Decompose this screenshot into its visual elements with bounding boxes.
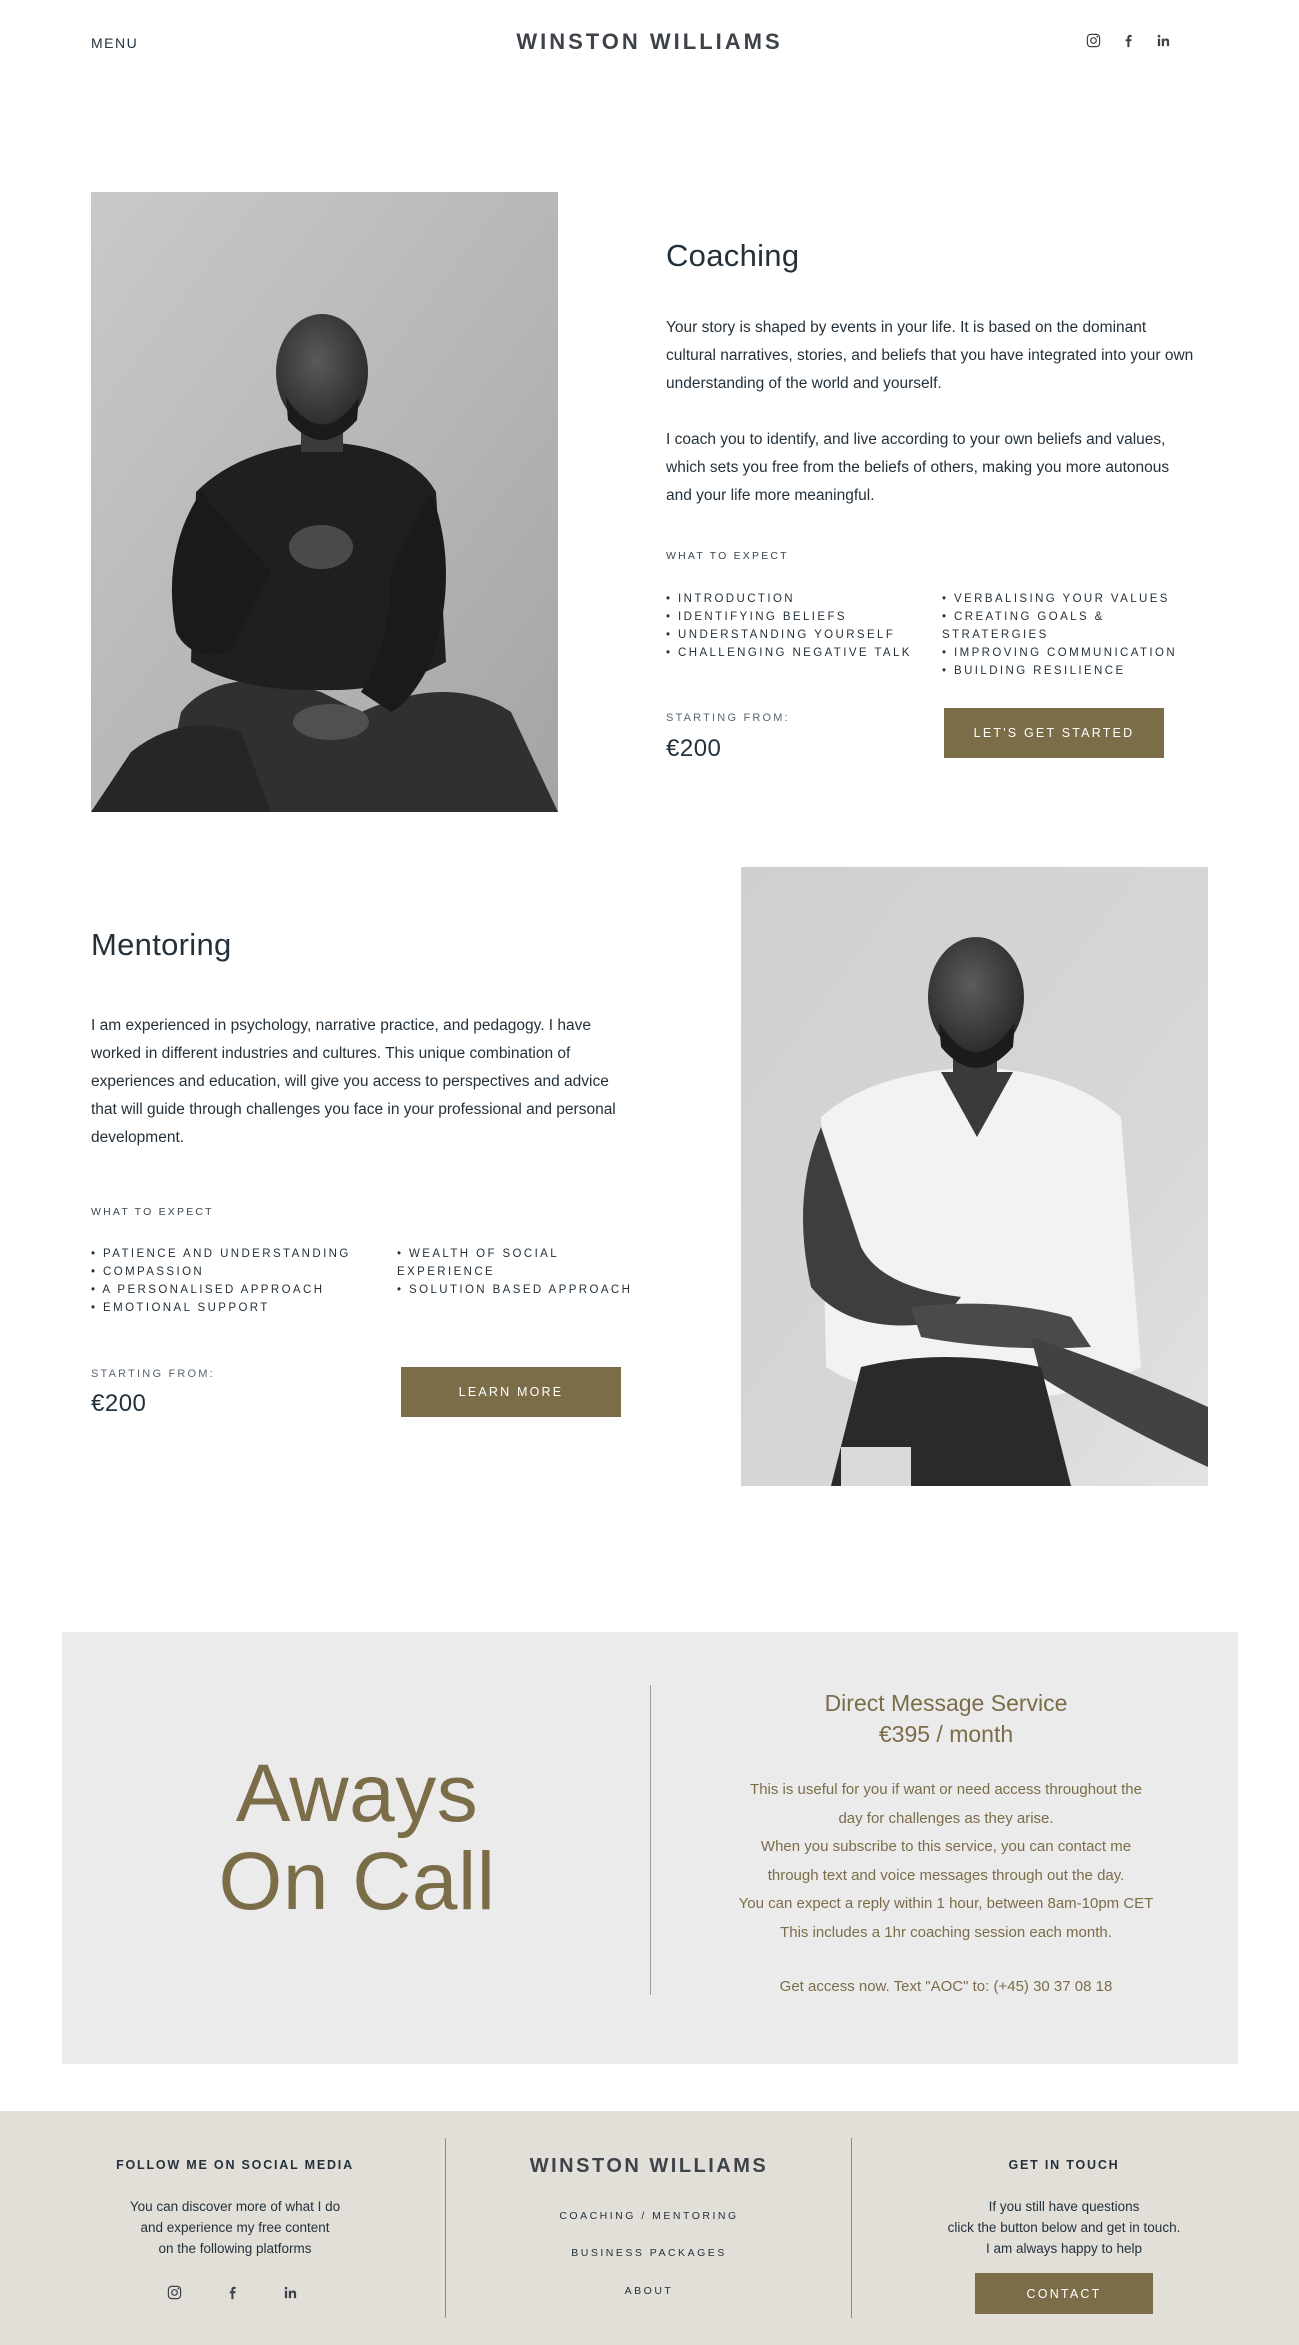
coaching-paragraph-2: I coach you to identify, and live according to your own beliefs and values, which sets you free from the beliefs of others, making you more autonous and your life more meaningful. — [666, 431, 1170, 504]
on-call-heading — [62, 1750, 652, 1926]
list-item: • A PERSONALISED APPROACH — [91, 1281, 391, 1299]
dm-cta-text: Get access now. Text "AOC" to: (+45) 30 37 08 18 — [779, 1978, 1113, 1995]
coaching-expect-list-right — [942, 590, 1212, 680]
lets-get-started-button[interactable]: LET'S GET STARTED — [944, 708, 1164, 758]
footer-social-text — [40, 2196, 430, 2259]
footer-social-heading: FOLLOW ME ON SOCIAL MEDIA — [116, 2158, 354, 2172]
facebook-icon[interactable] — [223, 2283, 241, 2301]
coaching-from-label: STARTING FROM: — [666, 712, 790, 724]
list-item: • PATIENCE AND UNDERSTANDING — [91, 1245, 391, 1263]
linkedin-icon[interactable] — [281, 2283, 299, 2301]
coaching-paragraph-1: Your story is shaped by events in your life. It is based on the dominant cultural narratives, stories, and beliefs that you have integrated into your own understanding of the world and yourself. — [666, 319, 1194, 392]
footer-social-links — [165, 2283, 299, 2301]
coaching-price: €200 — [666, 735, 722, 762]
mentoring-price: €200 — [91, 1390, 147, 1417]
dm-description-line: When you subscribe to this service, you can contact me — [760, 1838, 1132, 1855]
list-item: • BUILDING RESILIENCE — [942, 662, 1212, 680]
contact-button[interactable]: CONTACT — [975, 2273, 1153, 2314]
dm-service-price: €395 / month — [878, 1721, 1014, 1747]
mentoring-title: Mentoring — [91, 927, 232, 962]
dm-description-line: day for challenges as they arise. — [838, 1809, 1054, 1827]
footer-contact-text-line: If you still have questions — [988, 2199, 1140, 2214]
header-social-links — [1085, 32, 1172, 49]
footer-contact-text — [860, 2196, 1268, 2259]
mentoring-portrait-photo — [741, 867, 1208, 1486]
brand-logo-link[interactable]: WINSTON WILLIAMS — [516, 29, 783, 54]
footer-link-about[interactable]: ABOUT — [624, 2285, 674, 2297]
menu-button[interactable]: MENU — [91, 35, 139, 51]
list-item: • SOLUTION BASED APPROACH — [397, 1281, 657, 1299]
list-item: • IDENTIFYING BELIEFS — [666, 608, 936, 626]
on-call-heading-line-2: On Call — [218, 1836, 496, 1927]
list-item: • EMOTIONAL SUPPORT — [91, 1299, 391, 1317]
list-item: • WEALTH OF SOCIAL EXPERIENCE — [397, 1245, 657, 1281]
coaching-title: Coaching — [666, 238, 800, 273]
footer-contact-text-line: I am always happy to help — [985, 2241, 1143, 2256]
linkedin-icon[interactable] — [1155, 32, 1172, 49]
footer-contact-text-line: click the button below and get in touch. — [947, 2220, 1181, 2235]
instagram-icon[interactable] — [1085, 32, 1102, 49]
coaching-expect-list-left — [666, 590, 936, 662]
mentoring-expect-label: WHAT TO EXPECT — [91, 1206, 214, 1218]
on-call-heading-line-1: Aways — [235, 1748, 479, 1839]
list-item: • CREATING GOALS & STRATERGIES — [942, 608, 1212, 644]
dm-service-title: Direct Message Service — [824, 1690, 1068, 1716]
list-item: • UNDERSTANDING YOURSELF — [666, 626, 936, 644]
list-item: • IMPROVING COMMUNICATION — [942, 644, 1212, 662]
mentoring-expect-list-right — [397, 1245, 657, 1299]
footer-brand[interactable]: WINSTON WILLIAMS — [529, 2155, 769, 2177]
coaching-expect-label: WHAT TO EXPECT — [666, 550, 789, 562]
list-item: • CHALLENGING NEGATIVE TALK — [666, 644, 936, 662]
list-item: • COMPASSION — [91, 1263, 391, 1281]
dm-description-line: This includes a 1hr coaching session each month. — [780, 1923, 1112, 1941]
footer-social-text-line: You can discover more of what I do — [129, 2199, 341, 2214]
footer-link-coaching-mentoring[interactable]: COACHING / MENTORING — [559, 2210, 739, 2222]
dm-description-line: through text and voice messages through out the day. — [767, 1866, 1125, 1884]
dm-description-line: You can expect a reply within 1 hour, between 8am-10pm CET — [738, 1895, 1154, 1912]
dm-description — [650, 1776, 1242, 1947]
instagram-icon[interactable] — [165, 2283, 183, 2301]
mentoring-from-label: STARTING FROM: — [91, 1368, 215, 1380]
site-header — [0, 0, 1299, 86]
mentoring-paragraph: I am experienced in psychology, narrative practice, and pedagogy. I have worked in different industries and cultures. This unique combination of experiences and education, will give you access to perspectives and advice that will guide through challenges you face in your professional and personal development. — [91, 1017, 616, 1146]
list-item: • VERBALISING YOUR VALUES — [942, 590, 1212, 608]
mentoring-expect-list-left — [91, 1245, 391, 1317]
footer-link-business-packages[interactable]: BUSINESS PACKAGES — [571, 2247, 727, 2259]
dm-description-line: This is useful for you if want or need access throughout the — [750, 1781, 1142, 1798]
footer-social-text-line: on the following platforms — [158, 2241, 312, 2256]
list-item: • INTRODUCTION — [666, 590, 936, 608]
facebook-icon[interactable] — [1120, 32, 1137, 49]
footer-contact-heading: GET IN TOUCH — [1008, 2158, 1120, 2172]
learn-more-button[interactable]: LEARN MORE — [401, 1367, 621, 1417]
coaching-portrait-photo — [91, 192, 558, 812]
footer-social-text-line: and experience my free content — [140, 2220, 330, 2235]
